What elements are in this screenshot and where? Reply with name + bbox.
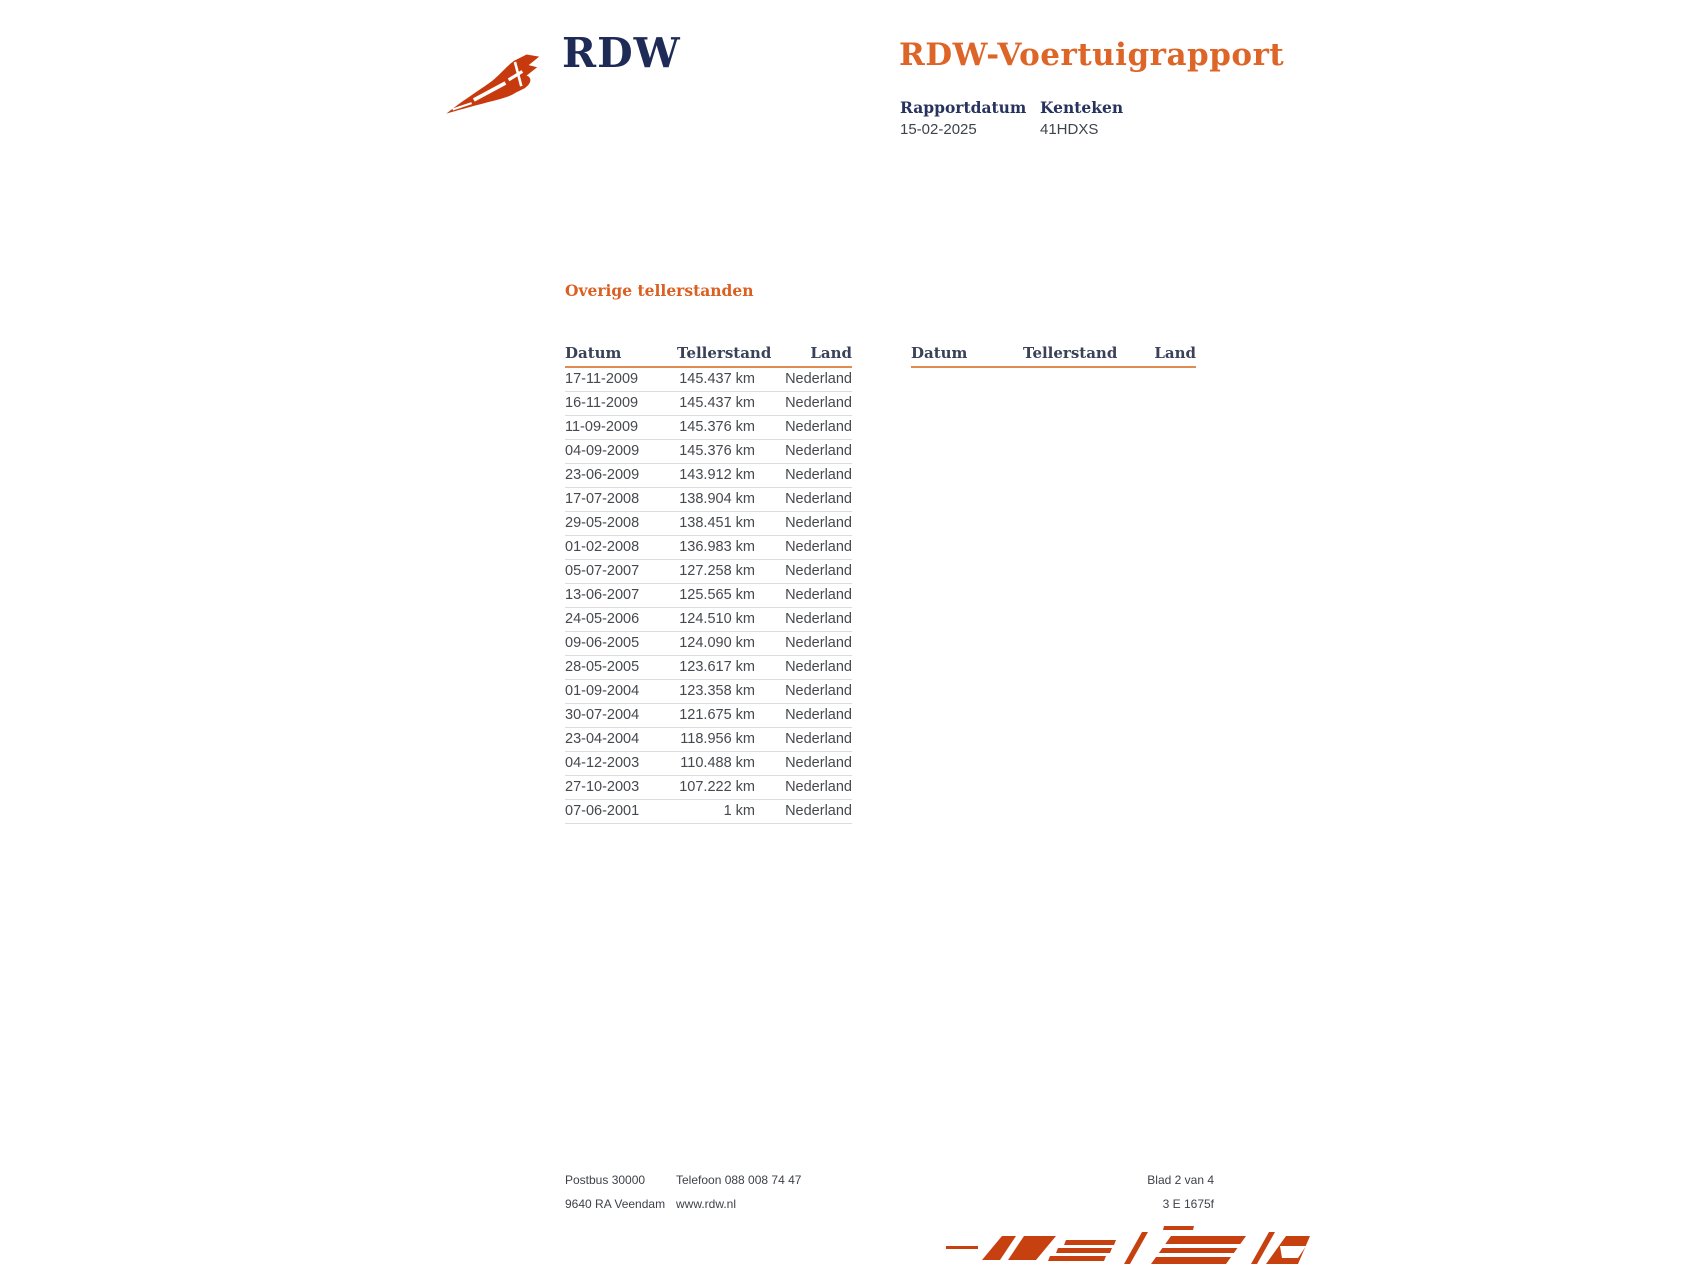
table-row	[565, 704, 852, 728]
cell-country: Nederland	[785, 755, 852, 771]
cell-country: Nederland	[785, 371, 852, 387]
odometer-table-right	[911, 344, 1196, 368]
cell-odometer: 124.510 km	[679, 611, 755, 627]
cell-country: Nederland	[785, 683, 852, 699]
column-header-tellerstand: Tellerstand	[677, 344, 772, 362]
cell-date: 17-07-2008	[565, 491, 640, 507]
cell-odometer: 136.983 km	[679, 539, 755, 555]
footer-address-line2: 9640 RA Veendam	[565, 1197, 666, 1211]
cell-odometer: 143.912 km	[679, 467, 755, 483]
cell-country: Nederland	[785, 563, 852, 579]
cell-date: 04-09-2009	[565, 443, 640, 459]
table-header	[911, 344, 1196, 368]
section-heading-overige-tellerstanden: Overige tellerstanden	[565, 281, 754, 300]
cell-odometer: 145.376 km	[679, 443, 755, 459]
footer-address-line1: Postbus 30000	[565, 1173, 646, 1187]
cell-date: 04-12-2003	[565, 755, 640, 771]
cell-odometer: 125.565 km	[679, 587, 755, 603]
cell-date: 30-07-2004	[565, 707, 640, 723]
odometer-table-left	[565, 344, 852, 824]
cell-country: Nederland	[785, 659, 852, 675]
footer-page-indicator: Blad 2 van 4	[1147, 1173, 1214, 1187]
cell-date: 24-05-2006	[565, 611, 640, 627]
cell-date: 23-06-2009	[565, 467, 640, 483]
table-row	[565, 632, 852, 656]
cell-country: Nederland	[785, 803, 852, 819]
table-row	[565, 584, 852, 608]
table-row	[565, 512, 852, 536]
table-row	[565, 416, 852, 440]
cell-date: 28-05-2005	[565, 659, 640, 675]
table-row	[565, 368, 852, 392]
cell-date: 01-09-2004	[565, 683, 640, 699]
rdw-wing-graphic	[946, 1212, 1310, 1280]
license-plate-label: Kenteken	[1040, 98, 1124, 117]
cell-odometer: 123.617 km	[679, 659, 755, 675]
cell-odometer: 118.956 km	[680, 731, 755, 747]
cell-country: Nederland	[785, 707, 852, 723]
cell-country: Nederland	[785, 491, 852, 507]
footer-website: www.rdw.nl	[676, 1197, 737, 1211]
table-row	[565, 392, 852, 416]
cell-odometer: 107.222 km	[679, 779, 755, 795]
table-row	[565, 752, 852, 776]
cell-odometer: 145.376 km	[679, 419, 755, 435]
table-row	[565, 776, 852, 800]
column-header-land: Land	[1154, 344, 1196, 362]
cell-odometer: 145.437 km	[679, 371, 755, 387]
cell-country: Nederland	[785, 443, 852, 459]
cell-country: Nederland	[785, 635, 852, 651]
cell-date: 16-11-2009	[565, 395, 639, 411]
table-row	[565, 608, 852, 632]
table-row	[565, 560, 852, 584]
table-row	[565, 680, 852, 704]
license-plate-value: 41HDXS	[1040, 121, 1099, 138]
cell-date: 17-11-2009	[565, 371, 639, 387]
cell-odometer: 124.090 km	[679, 635, 755, 651]
left-table-body	[565, 368, 852, 824]
cell-date: 13-06-2007	[565, 587, 640, 603]
table-row	[565, 464, 852, 488]
footer-phone: Telefoon 088 008 74 47	[676, 1173, 802, 1187]
cell-date: 09-06-2005	[565, 635, 640, 651]
cell-country: Nederland	[785, 467, 852, 483]
table-row	[565, 728, 852, 752]
cell-odometer: 138.451 km	[679, 515, 755, 531]
footer-doc-code: 3 E 1675f	[1162, 1197, 1214, 1211]
cell-odometer: 145.437 km	[679, 395, 755, 411]
table-row	[565, 488, 852, 512]
cell-country: Nederland	[785, 611, 852, 627]
table-row	[565, 440, 852, 464]
report-date-label: Rapportdatum	[900, 98, 1027, 117]
cell-odometer: 110.488 km	[680, 755, 755, 771]
table-row	[565, 536, 852, 560]
cell-country: Nederland	[785, 395, 852, 411]
table-header	[565, 344, 852, 368]
report-date-value: 15-02-2025	[900, 121, 977, 138]
cell-country: Nederland	[785, 731, 852, 747]
cell-date: 23-04-2004	[565, 731, 640, 747]
cell-country: Nederland	[785, 779, 852, 795]
table-row	[565, 656, 852, 680]
cell-odometer: 138.904 km	[679, 491, 755, 507]
page-title: RDW-Voertuigrapport	[899, 37, 1285, 73]
cell-odometer: 123.358 km	[679, 683, 755, 699]
cell-odometer: 1 km	[723, 803, 755, 819]
column-header-tellerstand: Tellerstand	[1023, 344, 1118, 362]
cell-country: Nederland	[785, 419, 852, 435]
rdw-logo-text: RDW	[562, 29, 681, 77]
cell-country: Nederland	[785, 587, 852, 603]
rdw-eagle-logo-icon	[444, 44, 550, 120]
table-row	[565, 800, 852, 824]
cell-date: 01-02-2008	[565, 539, 640, 555]
cell-date: 05-07-2007	[565, 563, 640, 579]
cell-date: 11-09-2009	[565, 419, 639, 435]
cell-odometer: 127.258 km	[679, 563, 755, 579]
column-header-land: Land	[810, 344, 852, 362]
cell-odometer: 121.675 km	[679, 707, 755, 723]
cell-date: 07-06-2001	[565, 803, 640, 819]
column-header-datum: Datum	[911, 344, 968, 362]
cell-date: 27-10-2003	[565, 779, 640, 795]
cell-date: 29-05-2008	[565, 515, 640, 531]
cell-country: Nederland	[785, 515, 852, 531]
cell-country: Nederland	[785, 539, 852, 555]
column-header-datum: Datum	[565, 344, 622, 362]
